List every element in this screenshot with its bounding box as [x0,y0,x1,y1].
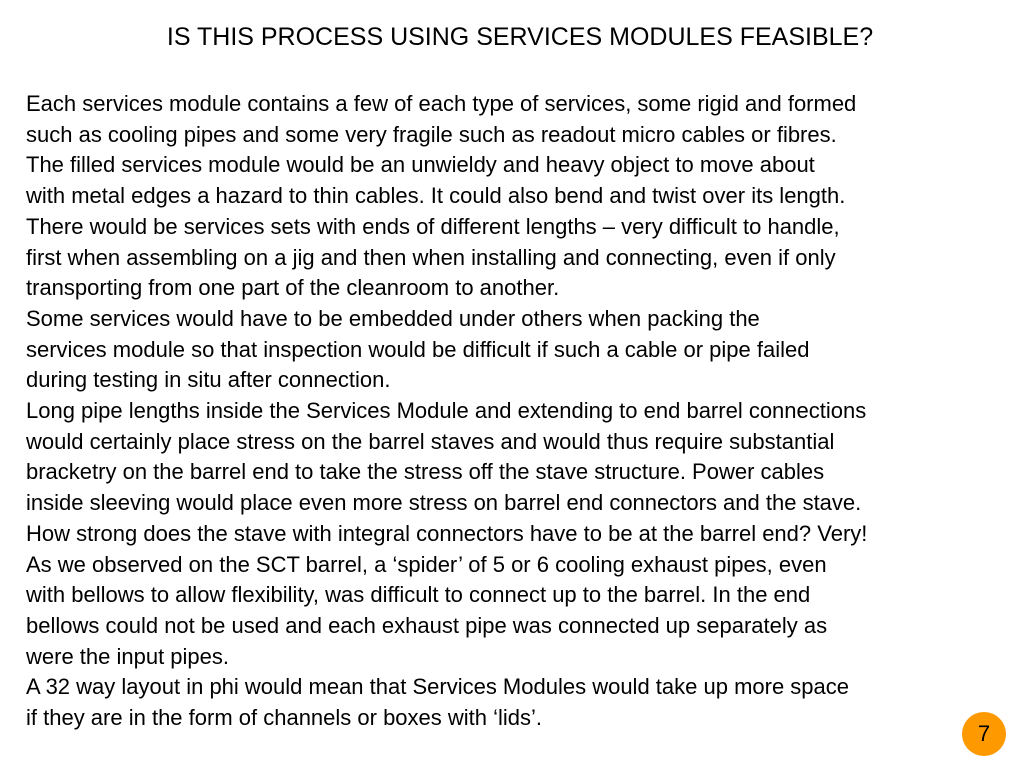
body-line: first when assembling on a jig and then when installing and connecting, even if only [26,244,836,270]
body-line: if they are in the form of channels or boxes with ‘lids’. [26,705,543,731]
body-line: services module so that inspection would be difficult if such a cable or pipe failed [26,336,810,362]
body-line: bellows could not be used and each exhaust pipe was connected up separately as [26,612,828,638]
body-line: inside sleeving would place even more stress on barrel end connectors and the stave. [26,490,862,516]
body-line: would certainly place stress on the barrel staves and would thus require substantial [26,428,835,454]
body-line: with metal edges a hazard to thin cables. It could also bend and twist over its length. [26,183,846,209]
body-line: There would be services sets with ends of different lengths – very difficult to handle, [26,213,840,239]
body-line: How strong does the stave with integral connectors have to be at the barrel end? Very! [26,520,868,546]
body-line: A 32 way layout in phi would mean that Services Modules would take up more space [26,674,850,700]
body-line: As we observed on the SCT barrel, a ‘spider’ of 5 or 6 cooling exhaust pipes, even [26,551,827,577]
body-line: The filled services module would be an unwieldy and heavy object to move about [26,152,815,178]
body-line: with bellows to allow flexibility, was difficult to connect up to the barrel. In the end [26,582,811,608]
body-line: such as cooling pipes and some very fragile such as readout micro cables or fibres. [26,121,837,147]
body-line: Long pipe lengths inside the Services Module and extending to end barrel connections [26,398,867,424]
page-number: 7 [977,721,991,746]
body-line: during testing in situ after connection. [26,367,391,393]
slide-title: IS THIS PROCESS USING SERVICES MODULES FEASIBLE? [166,23,874,51]
page-number-badge [962,712,1006,756]
body-line: Each services module contains a few of each type of services, some rigid and formed [26,91,857,116]
slide-body [26,89,1016,734]
body-line: were the input pipes. [26,643,230,669]
body-line: bracketry on the barrel end to take the stress off the stave structure. Power cables [26,459,825,485]
body-line: transporting from one part of the cleanroom to another. [26,275,560,301]
body-line: Some services would have to be embedded under others when packing the [26,305,760,331]
